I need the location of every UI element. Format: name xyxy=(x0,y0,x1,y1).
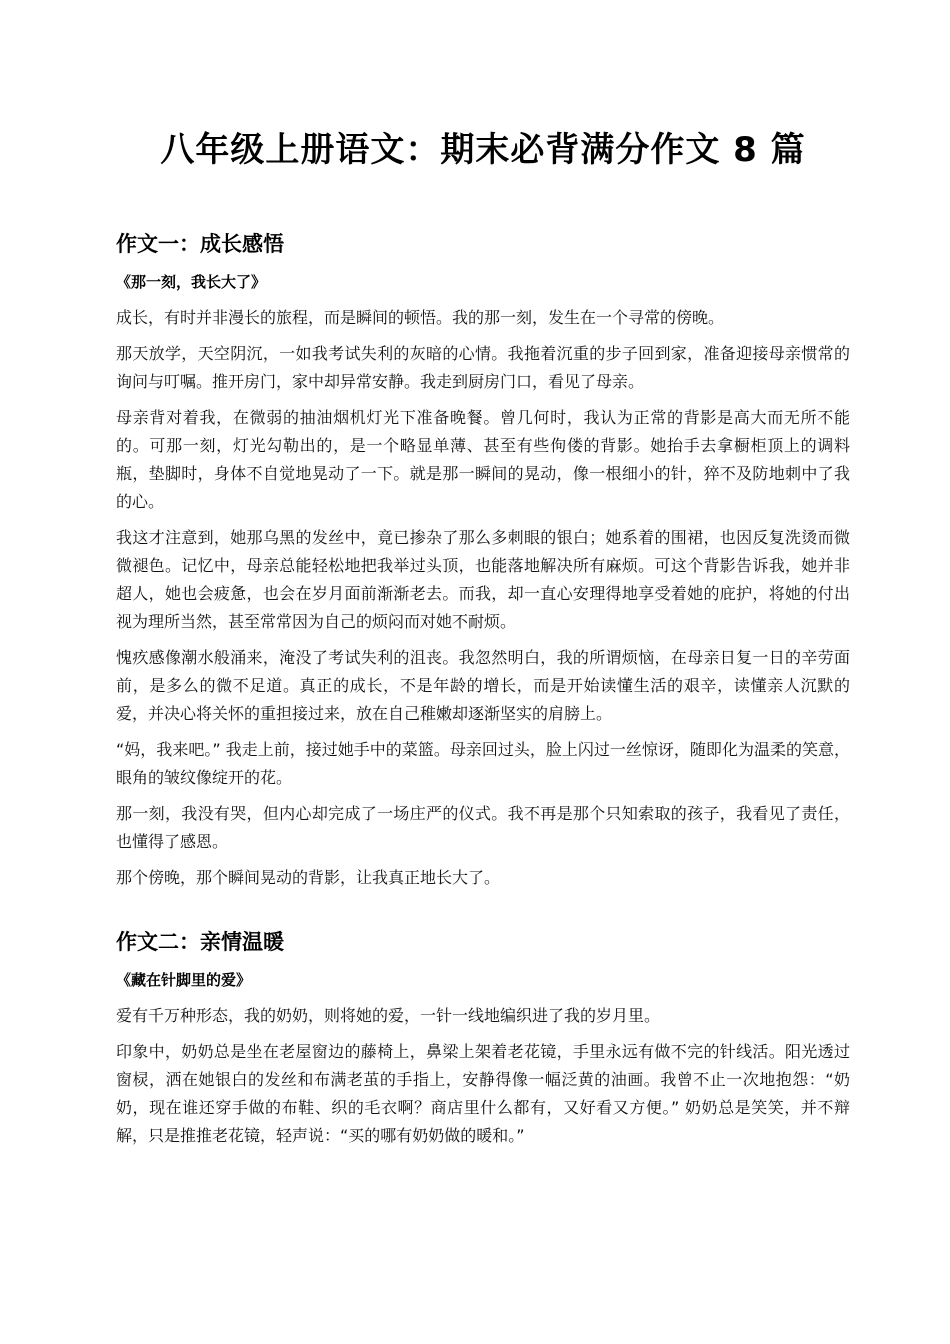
essay-heading: 作文二：亲情温暖 xyxy=(116,930,284,954)
paragraph: 那天放学，天空阴沉，一如我考试失利的灰暗的心情。我拖着沉重的步子回到家，准备迎接母亲惯常的询问与叮嘱。推开房门，家中却异常安静。我走到厨房门口，看见了母亲。 xyxy=(116,344,850,391)
essay-1 xyxy=(116,228,850,892)
essay-subtitle: 《藏在针脚里的爱》 xyxy=(116,971,252,989)
essay-2 xyxy=(116,926,850,1150)
paragraph: 我这才注意到，她那乌黑的发丝中，竟已掺杂了那么多刺眼的银白；她系着的围裙，也因反复洗烫而微微褪色。记忆中，母亲总能轻松地把我举过头顶，也能落地解决所有麻烦。可这个背影告诉我，她并非超人，她也会疲惫，也会在岁月面前渐渐老去。而我，却一直心安理得地享受着她的庇护，将她的付出视为理所当然，甚至常常因为自己的烦闷而对她不耐烦。 xyxy=(116,528,850,631)
paragraph: 印象中，奶奶总是坐在老屋窗边的藤椅上，鼻梁上架着老花镜，手里永远有做不完的针线活。阳光透过窗棂，洒在她银白的发丝和布满老茧的手指上，安静得像一幅泛黄的油画。我曾不止一次地抱怨：“奶奶，现在谁还穿手做的布鞋、织的毛衣啊？商店里什么都有，又好看又方便。” 奶奶总是笑笑，并不辩解，只是推推老花镜，轻声说：“买的哪有奶奶做的暖和。” xyxy=(116,1042,850,1145)
paragraph: 成长，有时并非漫长的旅程，而是瞬间的顿悟。我的那一刻，发生在一个寻常的傍晚。 xyxy=(116,308,725,327)
paragraph: “妈，我来吧。” 我走上前，接过她手中的菜篮。母亲回过头，脸上闪过一丝惊讶，随即化为温柔的笑意，眼角的皱纹像绽开的花。 xyxy=(116,740,850,787)
paragraph: 爱有千万种形态，我的奶奶，则将她的爱，一针一线地编织进了我的岁月里。 xyxy=(116,1006,661,1025)
paragraph: 那一刻，我没有哭，但内心却完成了一场庄严的仪式。我不再是那个只知索取的孩子，我看见了责任，也懂得了感恩。 xyxy=(116,804,850,851)
paragraph: 那个傍晚，那个瞬间晃动的背影，让我真正地长大了。 xyxy=(116,868,501,887)
paragraph: 愧疚感像潮水般涌来，淹没了考试失利的沮丧。我忽然明白，我的所谓烦恼，在母亲日复一日的辛劳面前，是多么的微不足道。真正的成长，不是年龄的增长，而是开始读懂生活的艰辛，读懂亲人沉默的爱，并决心将关怀的重担接过来，放在自己稚嫩却逐渐坚实的肩膀上。 xyxy=(116,648,850,723)
document-title: 八年级上册语文：期末必背满分作文 8 篇 xyxy=(160,130,806,170)
essay-heading: 作文一：成长感悟 xyxy=(116,232,284,256)
paragraph: 母亲背对着我，在微弱的抽油烟机灯光下准备晚餐。曾几何时，我认为正常的背影是高大而无所不能的。可那一刻，灯光勾勒出的，是一个略显单薄、甚至有些佝偻的背影。她抬手去拿橱柜顶上的调料瓶，垫脚时，身体不自觉地晃动了一下。就是那一瞬间的晃动，像一根细小的针，猝不及防地刺中了我的心。 xyxy=(116,408,850,511)
essay-subtitle: 《那一刻，我长大了》 xyxy=(116,273,267,291)
